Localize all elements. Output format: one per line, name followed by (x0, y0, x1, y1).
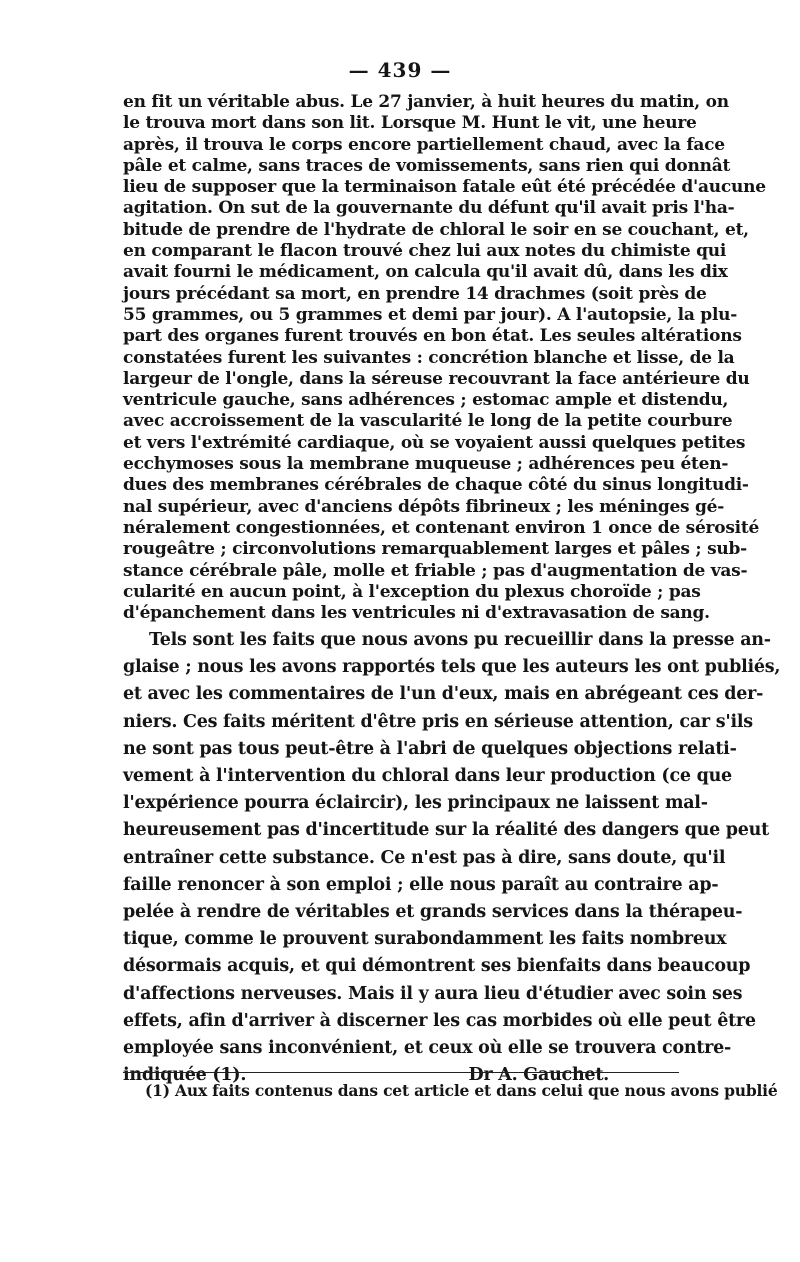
page-number: — 439 — (348, 58, 452, 82)
text-line: cularité en aucun point, à l'exception du plexus choroïde ; pas (123, 581, 701, 602)
text-line: constatées furent les suivantes : concrétion blanche et lisse, de la (123, 347, 735, 368)
text-line: ventricule gauche, sans adhérences ; estomac ample et distendu, (123, 390, 729, 411)
author-signature: Dr A. Gauchet. (468, 1065, 609, 1086)
text-line: Tels sont les faits que nous avons pu recueillir dans la presse an- (149, 630, 771, 650)
text-line: vement à l'intervention du chloral dans leur production (ce que (123, 766, 732, 787)
footnote: (1) Aux faits contenus dans cet article et dans celui que nous avons publié (145, 1081, 778, 1100)
text-line: l'expérience pourra éclaircir), les principaux ne laissent mal- (123, 793, 708, 814)
text-line: rougeâtre ; circonvolutions remarquablement larges et pâles ; sub- (123, 539, 747, 560)
paragraph-autopsy-report (123, 92, 766, 624)
text-line: dues des membranes cérébrales de chaque côté du sinus longitudi- (123, 475, 749, 496)
text-line: en comparant le flacon trouvé chez lui aux notes du chimiste qui (123, 241, 727, 262)
text-line: faille renoncer à son emploi ; elle nous paraît au contraire ap- (123, 874, 719, 895)
text-line: tique, comme le prouvent surabondamment les faits nombreux (123, 929, 727, 950)
text-line: après, il trouva le corps encore partiellement chaud, avec la face (123, 134, 725, 155)
text-line: glaise ; nous les avons rapportés tels que les auteurs les ont publiés, (123, 657, 781, 678)
closing-text: indiquée (1). (123, 1065, 247, 1086)
text-line: ne sont pas tous peut-être à l'abri de quelques objections relati- (123, 738, 737, 759)
paragraph-conclusion (123, 627, 781, 1089)
text-line: ecchymoses sous la membrane muqueuse ; adhérences peu éten- (123, 454, 729, 475)
text-line: d'affections nerveuses. Mais il y aura lieu d'étudier avec soin ses (123, 983, 743, 1004)
text-line: effets, afin d'arriver à discerner les cas morbides où elle peut être (123, 1010, 756, 1031)
text-line: niers. Ces faits méritent d'être pris en sérieuse attention, car s'ils (123, 711, 753, 732)
text-line: désormais acquis, et qui démontrent ses bienfaits dans beaucoup (123, 956, 751, 977)
text-line: avec accroissement de la vascularité le long de la petite courbure (123, 411, 733, 432)
text-line: entraîner cette substance. Ce n'est pas à dire, sans doute, qu'il (123, 847, 726, 868)
text-line: le trouva mort dans son lit. Lorsque M. Hunt le vit, une heure (123, 113, 697, 134)
text-line: stance cérébrale pâle, molle et friable ; pas d'augmentation de vas- (123, 560, 748, 581)
text-line: heureusement pas d'incertitude sur la réalité des dangers que peut (123, 820, 769, 841)
text-line: employée sans inconvénient, et ceux où elle se trouvera contre- (123, 1038, 732, 1059)
text-line: 55 grammes, ou 5 grammes et demi par jour). A l'autopsie, la plu- (123, 304, 738, 325)
text-line: bitude de prendre de l'hydrate de chloral le soir en se couchant, et, (123, 219, 749, 240)
text-line: lieu de supposer que la terminaison fatale eût été précédée d'aucune (123, 177, 766, 198)
text-line: d'épanchement dans les ventricules ni d'extravasation de sang. (123, 603, 710, 624)
text-line: avait fourni le médicament, on calcula qu'il avait dû, dans les dix (123, 262, 728, 283)
text-line: part des organes furent trouvés en bon état. Les seules altérations (123, 326, 742, 347)
text-line: et vers l'extrémité cardiaque, où se voyaient aussi quelques petites (123, 432, 746, 453)
text-line: jours précédant sa mort, en prendre 14 drachmes (soit près de (123, 283, 707, 304)
footnote-divider (123, 1072, 679, 1073)
text-line: pâle et calme, sans traces de vomissements, sans rien qui donnât (123, 155, 731, 176)
text-line: néralement congestionnées, et contenant environ 1 once de sérosité (123, 517, 760, 538)
text-line: pelée à rendre de véritables et grands services dans la thérapeu- (123, 902, 743, 923)
text-line: et avec les commentaires de l'un d'eux, mais en abrégeant ces der- (123, 684, 764, 705)
text-line: en fit un véritable abus. Le 27 janvier, à huit heures du matin, on (123, 92, 729, 112)
text-line: agitation. On sut de la gouvernante du défunt qu'il avait pris l'ha- (123, 198, 735, 219)
text-line: nal supérieur, avec d'anciens dépôts fibrineux ; les méninges gé- (123, 496, 725, 517)
text-line: largeur de l'ongle, dans la séreuse recouvrant la face antérieure du (123, 368, 750, 389)
